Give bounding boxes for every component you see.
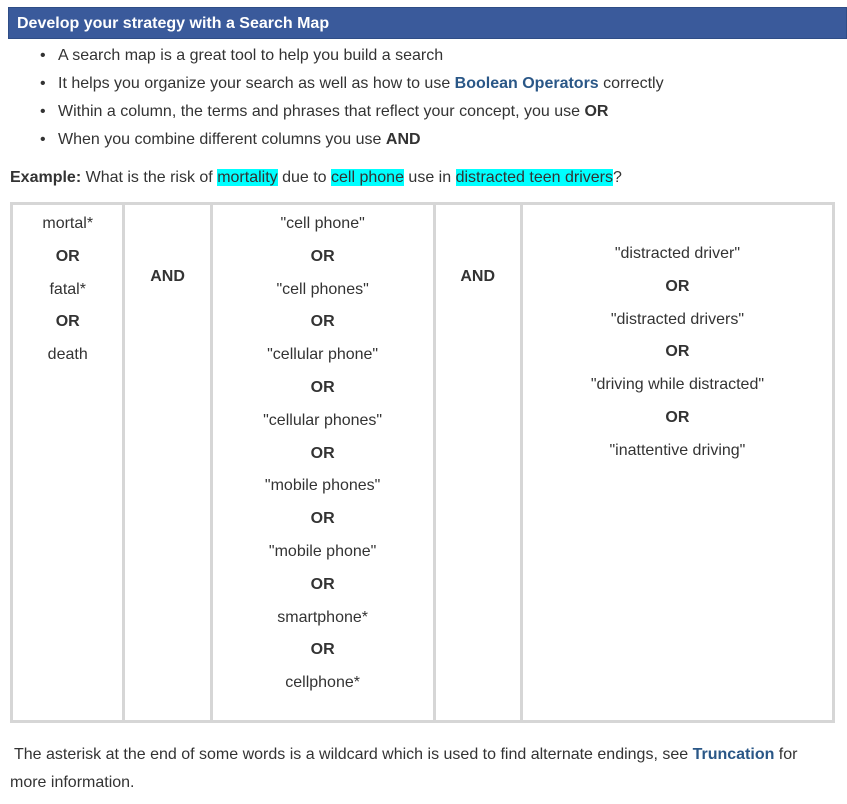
example-text: due to	[277, 169, 332, 186]
example-text: What is the risk of	[81, 169, 218, 186]
and-column-1	[124, 204, 211, 722]
search-map-table	[10, 202, 835, 723]
concept-column-distracted-drivers	[521, 204, 833, 722]
bullet-item	[8, 44, 664, 72]
search-term: "cell phones"	[276, 280, 369, 298]
and-operator: AND	[460, 268, 496, 285]
search-term: "cell phone"	[280, 215, 365, 232]
bullet-text: Within a column, the terms and phrases that reflect your concept, you use	[58, 103, 585, 120]
search-term: cellphone*	[285, 674, 360, 692]
search-term: "cellular phone"	[267, 346, 379, 364]
or-operator: OR	[310, 641, 335, 659]
or-operator: OR	[665, 343, 690, 361]
or-operator: OR	[310, 510, 335, 528]
or-operator: OR	[55, 313, 80, 331]
search-term: "mobile phones"	[264, 477, 381, 495]
panel-heading: Develop your strategy with a Search Map	[8, 7, 847, 39]
highlight-mortality: mortality	[217, 169, 278, 186]
search-term: fatal*	[49, 280, 86, 298]
search-map-panel	[8, 7, 847, 39]
or-operator: OR	[310, 313, 335, 331]
highlight-cell-phone: cell phone	[331, 169, 404, 186]
bullet-dot-icon: •	[40, 47, 46, 64]
and-operator: AND	[150, 268, 185, 285]
example-text: use in	[403, 169, 456, 186]
bullet-item	[8, 72, 664, 100]
bullet-text: A search map is a great tool to help you build a search	[58, 47, 444, 64]
concept-column-cell-phone	[211, 204, 434, 722]
bullet-list	[8, 44, 664, 156]
concept-column-mortality	[12, 204, 124, 722]
or-operator: OR	[55, 247, 80, 265]
and-keyword: AND	[385, 131, 421, 148]
footer-text: for more information.	[10, 746, 798, 791]
example-question	[10, 167, 622, 189]
search-term: death	[47, 346, 88, 364]
bullet-item	[8, 128, 664, 156]
search-term: "distracted drivers"	[610, 310, 745, 328]
bullet-dot-icon: •	[40, 75, 46, 92]
bullet-text: correctly	[598, 75, 664, 92]
or-operator: OR	[310, 378, 335, 396]
bullet-text: When you combine different columns you use	[58, 131, 386, 148]
or-operator: OR	[665, 277, 690, 295]
or-operator: OR	[310, 444, 335, 462]
search-term: "distracted driver"	[614, 245, 741, 262]
or-keyword: OR	[584, 103, 609, 120]
search-term: "inattentive driving"	[609, 441, 746, 459]
boolean-operators-link[interactable]: Boolean Operators	[454, 75, 599, 92]
search-term: smartphone*	[277, 608, 368, 626]
example-text: ?	[612, 169, 622, 186]
footer-note	[10, 741, 820, 797]
bullet-dot-icon: •	[40, 103, 46, 120]
example-label: Example:	[10, 169, 82, 186]
or-operator: OR	[665, 408, 690, 426]
search-term: "cellular phones"	[263, 411, 383, 429]
or-operator: OR	[310, 575, 335, 593]
bullet-item	[8, 100, 664, 128]
search-term: "driving while distracted"	[590, 376, 765, 394]
bullet-text: It helps you organize your search as well as how to use	[58, 75, 455, 92]
footer-text: The asterisk at the end of some words is a wildcard which is used to find alternate endings, see	[14, 746, 693, 763]
highlight-distracted-teen-drivers: distracted teen drivers	[455, 169, 613, 186]
search-term: mortal*	[42, 215, 94, 232]
bullet-dot-icon: •	[40, 131, 46, 148]
search-term: "mobile phone"	[268, 542, 377, 560]
or-operator: OR	[310, 247, 335, 265]
truncation-link[interactable]: Truncation	[692, 746, 775, 763]
and-column-2	[434, 204, 521, 722]
